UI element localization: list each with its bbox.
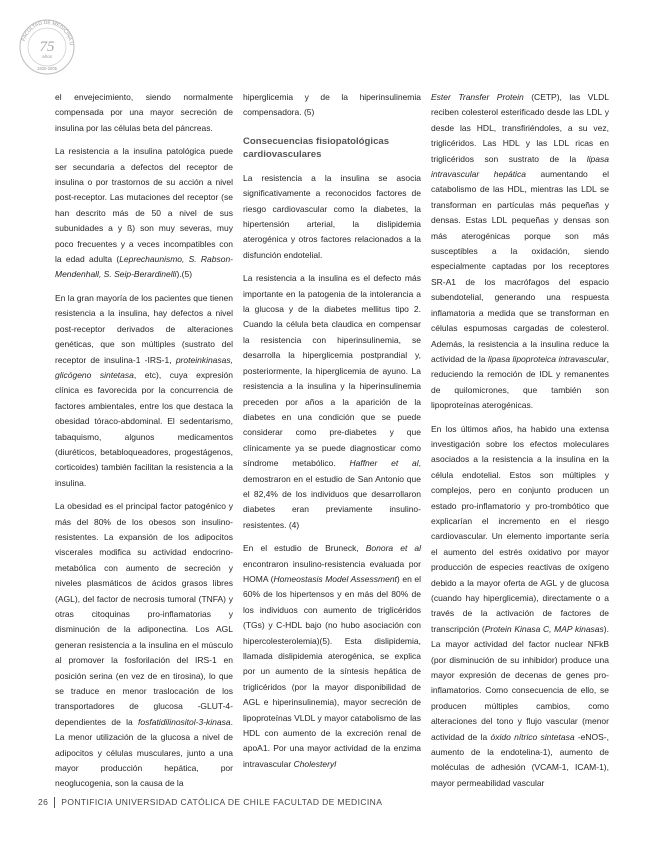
- section-heading: Consecuencias fisiopatológicas cardiovasculares: [243, 135, 390, 160]
- paragraph: La resistencia a la insulina se asocia significativamente a reconocidos factores de riesgo cardiovascular como la diabetes, la hipertensión arterial, la dislipidemia aterogénica y otros factores relacionados a la disfunción endotelial.: [243, 172, 421, 260]
- paragraph: En los últimos años, ha habido una extensa investigación sobre los efectos moleculares asociados a la resistencia a la insulina en la célula endotelial. Estos son múltiples y complejos, pero en conjunto producen un estado pro-inflamatorio y pro-trombótico que explicarían el incremento en el riesgo cardiovascular. Un elemento importante sería el aumento del estrés oxidativo por mayor producción de especies reactivas de oxígeno debido a la mayor oferta de AGL y de glucosa (cuando hay hiperglicemia), directamente o a través de la activación de factores de transcripción (Protein Kinasa C, MAP kinasas). La mayor actividad del factor nuclear NFkB (por disminución de su inhibidor) produce una mayor expresión de decenas de genes pro-inflamatorios. Como consecuencia de ello, se producen múltiples cambios, como alteraciones del tono y flujo vascular (menor actividad de la óxido nítrico sintetasa -eNOS-, aumento de la endotelina-1), aumento de moléculas de adhesión (VCAM-1, ICAM-1), mayor permeabilidad vascular: [431, 423, 610, 788]
- footer-divider: [54, 797, 55, 808]
- paragraph: el envejecimiento, siendo normalmente compensada por una mayor secreción de insulina por las células beta del páncreas.: [55, 92, 233, 133]
- logo-number: 75: [39, 39, 55, 55]
- paragraph: La obesidad es el principal factor patogénico y más del 80% de los obesos son insulino-resistentes. La expansión de los adipocitos viscerales modifica su actividad endocrino-metabólica con aumento de secreción y niveles plasmáticos de ácidos grasos libres (AGL), del factor de necrosis tumoral (TNFA) y otras citoquinas pro-inflamatorias y disminución de la adiponectina. Los AGL generan resistencia a la insulina en el músculo al promover la fosforilación del IRS-1 en posición serina (en vez de en tirosina), lo que se traduce en menor traslocación de los transportadores de glucosa -GLUT-4- dependientes de la fosfatidilinositol-3-kinasa. La menor utilización de la glucosa a nivel de adipocitos y células musculares, junto a una mayor producción hepática, por neoglucogenia, son la causa de la: [55, 501, 233, 789]
- logo-label: años: [42, 54, 52, 59]
- paragraph: La resistencia a la insulina es el defecto más importante en la patogenia de la intolerancia a la glucosa y de la diabetes mellitus tipo 2. Cuando la célula beta claudica en compensar la resistencia con hiperinsulinemia, se desarrolla la hiperglicemia postprandial y, posteriormente, la hiperglicemia de ayuno. La resistencia a la insulina y la hiperinsulinemia preceden por años a la aparición de la diabetes en una condición que se puede considerar como pre-diabetes y que clínicamente ya se puede diagnosticar como síndrome metabólico. Haffner et al, demostraron en el estudio de San Antonio que el 82,4% de los individuos que desarrollaron diabetes eran previamente insulino-resistentes. (4): [243, 273, 421, 530]
- anniversary-logo: [18, 18, 76, 76]
- logo-ring-text: FACULTAD DE MEDICINA U: [20, 19, 74, 46]
- logo-years: 1930-2005: [36, 66, 58, 71]
- footer-text: PONTIFICIA UNIVERSIDAD CATÓLICA DE CHILE FACULTAD DE MEDICINA: [61, 797, 383, 807]
- column-1: [55, 90, 233, 800]
- page-footer: [38, 797, 382, 808]
- paragraph: Ester Transfer Protein (CETP), las VLDL reciben colesterol esterificado desde las LDL y desde las HDL, transfiriéndoles, a su vez, triglicéridos. Las HDL y las LDL ricas en triglicéridos son sustrato de la lipasa intravascular hepática aumentando el catabolismo de las HDL, mientras las LDL se transforman en partículas más pequeñas y densas. Estas LDL pequeñas y densas son más aterogénicas porque son más susceptibles a la oxidación, siendo especialmente captadas por los receptores SR-A1 de los macrófagos del espacio subendotelial, generando una respuesta inflamatoria a medida que se transforman en células espumosas cargadas de colesterol. Además, la resistencia a la insulina reduce la actividad de la lipasa lipoproteica intravascular, reduciendo la remoción de IDL y remanentes de quilomicrones, que también son lipoproteínas aterogénicas.: [431, 92, 610, 411]
- page-number: 26: [38, 797, 49, 807]
- column-3: [431, 90, 609, 799]
- paragraph: hiperglicemia y de la hiperinsulinemia compensadora. (5): [243, 92, 421, 118]
- column-2: [243, 90, 421, 780]
- paragraph: En la gran mayoría de los pacientes que tienen resistencia a la insulina, hay defectos a nivel post-receptor derivados de alteraciones genéticas, que son múltiples (sustrato del receptor de insulina-1 -IRS-1, proteinkinasas, glicógeno sintetasa, etc), cuya expresión clínica es favorecida por la concurrencia de factores ambientales, entre los que destaca la obesidad tóraco-abdominal. El sedentarismo, tabaquismo, algunos medicamentos (diuréticos, betabloqueadores, progestágenos, corticoides) también facilitan la resistencia a la insulina.: [55, 292, 233, 488]
- paragraph: La resistencia a la insulina patológica puede ser secundaria a defectos del receptor de insulina o por trastornos de su acción a nivel post-receptor. Las mutaciones del receptor (se han descrito más de 50 a nivel de sus subunidades a y ß) son muy severas, muy poco frecuentes y a veces incompatibles con la edad adulta (Leprechaunismo, S. Rabson-Mendenhall, S. Seip-Berardinelli).(5): [55, 146, 233, 280]
- paragraph: En el estudio de Bruneck, Bonora et al encontraron insulino-resistencia evaluada por HOMA (Homeostasis Model Assessment) en el 60% de los hipertensos y en más del 80% de los individuos con aumento de triglicéridos (TGs) y C-HDL bajo (no hubo asociación con hipercolesterolemia)(5). Esta dislipidemia, llamada dislipidemia aterogénica, se explica por un aumento de la síntesis hepática de triglicéridos (por la mayor disponibilidad de AGL e hiperinsulinemia), mayor secreción de lipoproteínas VLDL y mayor catabolismo de las HDL con aumento de la excreción renal de apoA1. Por una mayor actividad de la enzima intravascular Cholesteryl: [243, 543, 422, 769]
